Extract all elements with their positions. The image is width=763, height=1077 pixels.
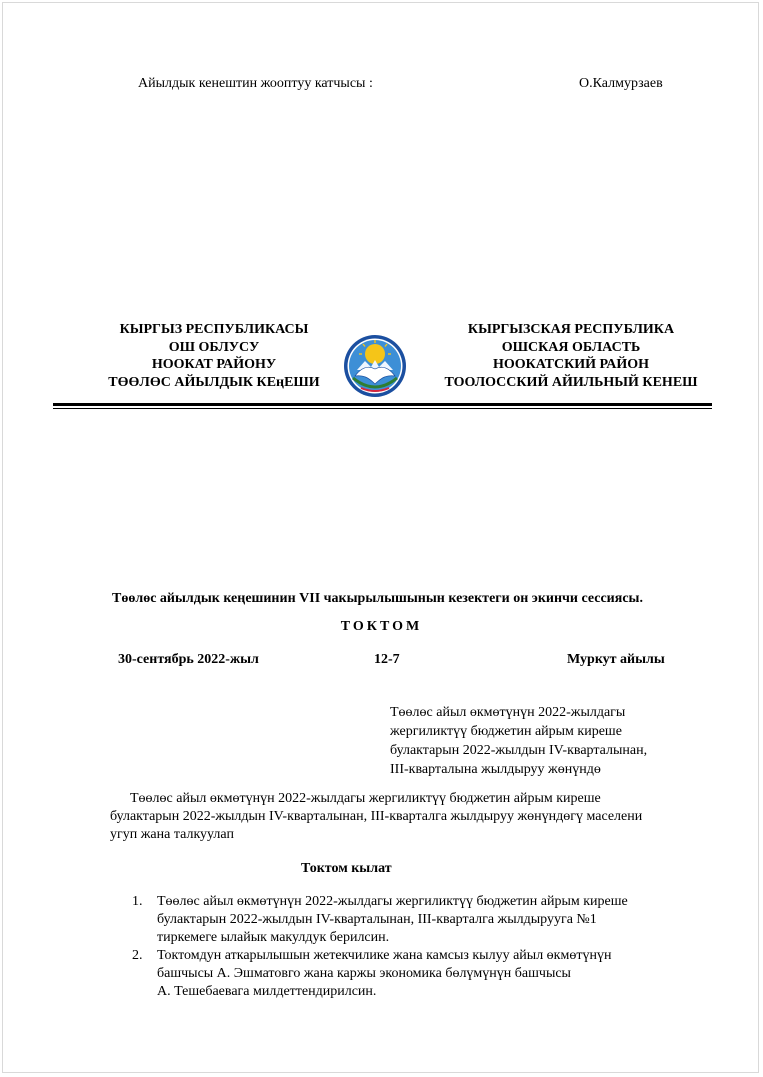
list-item-line: тиркемеге ылайык макулдук берилсин. [157, 930, 390, 945]
header-russian-line: ТООЛОССКИЙ АЙИЛЬНЫЙ КЕНЕШ [444, 374, 698, 390]
state-emblem-icon [343, 334, 407, 398]
preamble-line: булактарын 2022-жылдын IV-кварталынан, III-кварталга жылдыруу жөнүндөгү маселени [110, 809, 643, 824]
preamble-line: Төөлөс айыл өкмөтүнүн 2022-жылдагы жергиликтүү бюджетин айрым киреше [130, 791, 601, 806]
header-kyrgyz-line: НООКАТ РАЙОНУ [151, 357, 277, 372]
subject-line: булактарын 2022-жылдын IV-кварталынан, [390, 743, 648, 758]
signature-label: Айылдык кенештин жооптуу катчысы : [138, 76, 373, 91]
list-item-line: Төөлөс айыл өкмөтүнүн 2022-жылдагы жергиликтүү бюджетин айрым киреше [157, 894, 628, 909]
decision-heading: Токтом кылат [301, 861, 392, 876]
header-russian-line: ОШСКАЯ ОБЛАСТЬ [501, 339, 641, 355]
subject-line: жергиликтүү бюджетин айрым киреше [390, 724, 622, 739]
document-number: 12-7 [374, 652, 400, 667]
list-item-line: А. Тешебаевага милдеттендирилсин. [157, 984, 377, 999]
header-kyrgyz-line: ТӨӨЛӨС АЙЫЛДЫК КЕңЕШИ [108, 374, 320, 390]
list-item [132, 893, 628, 947]
subject-line: Төөлөс айыл өкмөтүнүн 2022-жылдагы [390, 705, 626, 720]
header-kyrgyz-line: ОШ ОБЛУСУ [168, 339, 260, 355]
decision-list [132, 893, 628, 1001]
header-kyrgyz-line: КЫРГЫЗ РЕСПУБЛИКАСЫ [119, 322, 309, 337]
signature-name: О.Калмурзаев [579, 76, 663, 91]
header-russian [426, 321, 716, 391]
list-item [132, 947, 628, 1001]
list-item-number: 2. [132, 948, 143, 963]
document-type: ТОКТОМ [340, 619, 423, 634]
preamble [110, 790, 642, 844]
list-item-line: Токтомдун аткарылышын жетекчилике жана камсыз кылуу айыл өкмөтүнүн [157, 948, 612, 963]
list-item-line: булактарын 2022-жылдын IV-кварталынан, III-кварталга жылдырууга №1 [157, 912, 597, 927]
header-divider-thin [53, 408, 712, 409]
document-subject [390, 703, 647, 779]
header-divider-thick [53, 403, 712, 406]
session-title: Төөлөс айылдык кеңешинин VII чакырылышынын кезектеги он экинчи сессиясы. [112, 591, 643, 606]
header-russian-line: НООКАТСКИЙ РАЙОН [492, 357, 650, 372]
header-kyrgyz [96, 321, 332, 391]
document-date: 30-сентябрь 2022-жыл [118, 652, 259, 667]
preamble-line: угуп жана талкуулап [110, 827, 234, 842]
list-item-number: 1. [132, 894, 143, 909]
subject-line: III-кварталына жылдыруу жөнүндө [390, 762, 601, 777]
header-russian-line: КЫРГЫЗСКАЯ РЕСПУБЛИКА [467, 322, 675, 337]
document-place: Муркут айылы [567, 652, 665, 667]
list-item-line: башчысы А. Эшматовго жана каржы экономика бөлүмүнүн башчысы [157, 966, 571, 981]
